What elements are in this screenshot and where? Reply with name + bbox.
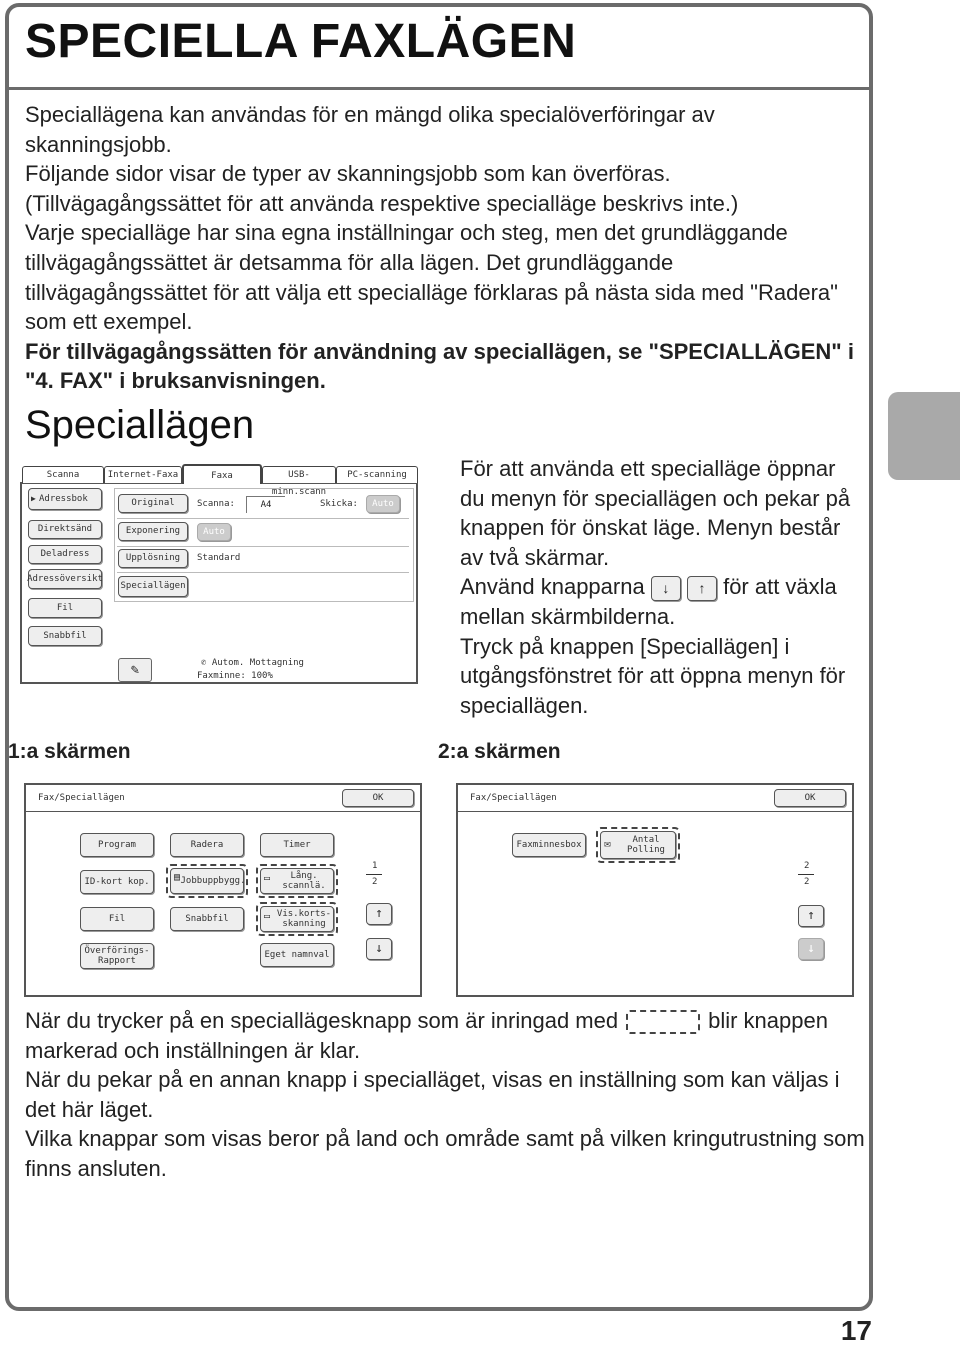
exposure-button[interactable]: Exponering [118,522,188,541]
intro-text [25,100,855,396]
quick-file-button[interactable]: Snabbfil [28,626,102,646]
job-build-button[interactable] [170,868,244,894]
fax-icon[interactable]: ✎ [118,658,152,682]
card-shot-label: Vis.korts- skanning [276,908,332,929]
direct-send-button[interactable]: Direktsänd [28,520,102,539]
instruction-paragraph [460,572,860,631]
page-indicator-line [798,874,814,875]
timer-button[interactable]: Timer [260,833,334,857]
file-button[interactable]: Fil [80,907,154,931]
tab-faxa[interactable]: Faxa [182,464,262,484]
instruction-paragraph: För att använda ett specialläge öppnar du menyn för speciallägen och pekar på knappen för önskat läge. Menyn består av två skärmar. [460,456,851,570]
original-button[interactable]: Original [118,494,188,513]
intro-reference: För tillvägagångssätten för användning av speciallägen, se "SPECIALLÄGEN" i "4. FAX" i bruksanvisningen. [25,338,854,394]
scan-label: Scanna: [197,499,235,509]
arrow-down-icon[interactable]: ↓ [366,938,392,960]
address-book-label: Adressbok [39,493,88,504]
paper-size-value: A4 [246,496,285,513]
instruction-paragraph: Tryck på knappen [Speciallägen] i utgångsfönstret för att öppna menyn för speciallägen. [460,633,846,718]
instruction-text [460,454,860,720]
tab-pc-scanning[interactable]: PC-scanning [336,466,418,483]
screen-header: Fax/Speciallägen [38,793,125,803]
triangle-icon: ▶ [31,494,36,504]
special-modes-screen-1 [24,783,422,997]
instruction-prefix: Använd knapparna [460,574,645,600]
page-indicator-current: 1 [372,861,378,871]
send-auto-badge: Auto [366,495,400,513]
resolution-button[interactable]: Upplösning [118,549,188,568]
sheet-icon: ▭ [264,873,271,884]
address-book-button[interactable] [28,488,102,510]
page-number: 17 [840,1315,872,1346]
second-screen-caption: 2:a skärmen [438,740,561,763]
long-scan-label: Lång. scannlä. [282,870,326,891]
bottom-paragraph [25,1006,865,1065]
bottom-paragraph: Vilka knappar som visas beror på land och område samt på vilken kringutrustning som finns ansluten. [25,1126,865,1181]
page-indicator-current: 2 [804,861,810,871]
intro-paragraph: Varje specialläge har sina egna inställningar och steg, men det grundläggande tillvägagångssättet är detsamma för alla lägen. Det grundläggande tillvägagångssättet för att välja ett specialläge förklaras på nästa sida med "Radera" som ett exempel. [25,220,838,335]
own-name-select-button[interactable]: Eget namnval [260,943,334,967]
bottom-text [25,1006,865,1184]
intro-paragraph: Följande sidor visar de typer av skanningsjobb som kan överföras. (Tillvägagångssättet för att använda respektive specialläge beskrivs inte.) [25,161,739,216]
screen-header: Fax/Speciallägen [470,793,557,803]
row-divider [117,572,409,573]
special-modes-screen-2 [456,783,854,997]
bottom-prefix: När du trycker på en speciallägesknapp som är inringad med [25,1008,619,1033]
sub-address-button[interactable]: Deladress [28,545,102,564]
arrow-up-icon: ↑ [687,576,717,601]
arrow-up-icon[interactable]: ↑ [366,903,392,925]
file-button[interactable]: Fil [28,598,102,618]
chapter-tab [888,392,960,480]
row-divider [117,546,409,547]
bottom-paragraph: När du pekar på en annan knapp i specialläget, visas en inställning som kan väljas i det här läget. [25,1067,840,1122]
instruction-suffix: för att växla mellan skärmbilderna. [460,574,837,629]
ok-button[interactable]: OK [342,789,414,807]
first-screen-caption: 1:a skärmen [8,740,131,763]
fax-main-screen [20,466,420,686]
row-divider [117,518,409,519]
arrow-down-icon: ↓ [651,576,681,601]
sheet-icon: ▤ [174,872,181,883]
polling-button[interactable] [600,831,676,859]
id-card-copy-button[interactable]: ID-kort kop. [80,870,154,894]
page-indicator-line [366,874,382,875]
program-button[interactable]: Program [80,833,154,857]
intro-paragraph: Speciallägena kan användas för en mängd olika specialöverföringar av skanningsjobb. [25,102,715,157]
status-receive-text: Autom. Mottagning [211,658,304,668]
fax-icon: ✉ [604,837,611,850]
arrow-down-icon: ↓ [798,938,824,960]
phone-icon: ✆ [201,658,207,668]
page-indicator-total: 2 [372,877,378,887]
status-memory: Faxminne: 100% [197,671,273,681]
page-title: SPECIELLA FAXLÄGEN [25,15,577,68]
tab-scanna[interactable]: Scanna [22,466,104,483]
section-title: Speciallägen [25,403,255,447]
special-modes-button[interactable]: Speciallägen [118,576,188,597]
status-receive [201,658,304,668]
erase-button[interactable]: Radera [170,833,244,857]
address-review-button[interactable]: Adressöversikt [28,569,102,589]
sheet-icon: ▭ [264,911,271,922]
polling-label: Antal Polling [627,834,665,855]
transaction-report-button[interactable]: Överförings- Rapport [80,943,154,969]
quick-file-button[interactable]: Snabbfil [170,907,244,931]
dashed-frame-icon [626,1010,700,1034]
exposure-auto-badge: Auto [197,523,231,541]
ok-button[interactable]: OK [774,789,846,807]
bottom-suffix: blir knappen markerad och inställningen är klar. [25,1008,828,1063]
fax-memory-box-button[interactable]: Faxminnesbox [512,833,586,857]
page-indicator-total: 2 [804,877,810,887]
resolution-value: Standard [197,553,241,563]
tab-usb-scan[interactable]: USB-minn.scann [262,466,336,483]
arrow-up-icon[interactable]: ↑ [798,905,824,927]
tab-internet-faxa[interactable]: Internet-Faxa [104,466,182,483]
card-shot-button[interactable] [260,906,334,932]
long-scan-button[interactable] [260,868,334,894]
job-build-label: Jobbuppbygg. [180,875,246,886]
send-label: Skicka: [320,499,358,509]
